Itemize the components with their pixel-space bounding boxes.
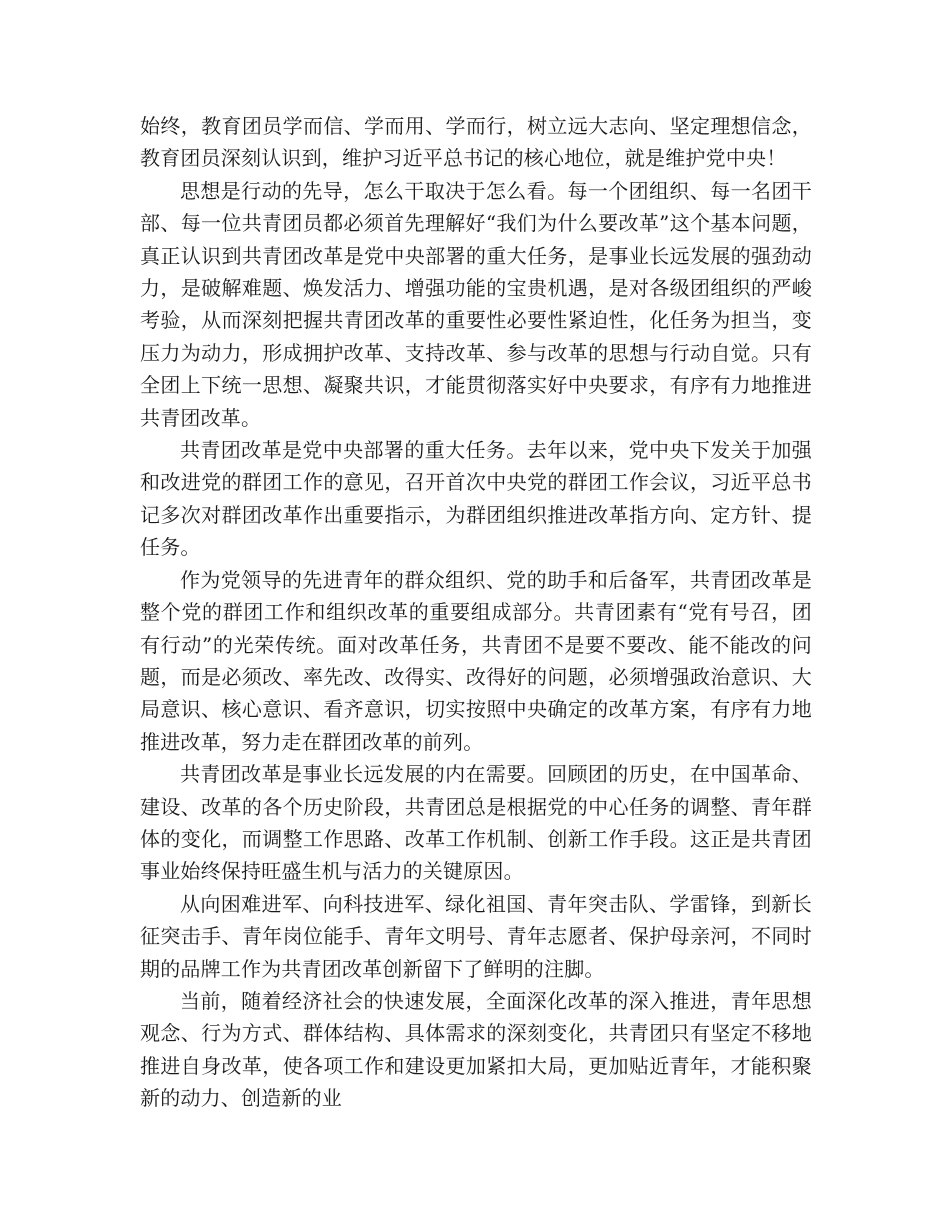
paragraph: 共青团改革是党中央部署的重大任务。去年以来，党中央下发关于加强和改进党的群团工作的意见，召开首次中央党的群团工作会议，习近平总书记多次对群团改革作出重要指示，为群团组织推进改革指方向、定方针、提任务。 [140,438,812,560]
paragraph: 从向困难进军、向科技进军、绿化祖国、青年突击队、学雷锋，到新长征突击手、青年岗位能手、青年文明号、青年志愿者、保护母亲河，不同时期的品牌工作为共青团改革创新留下了鲜明的注脚。 [140,891,812,981]
paragraph: 当前，随着经济社会的快速发展，全面深化改革的深入推进，青年思想观念、行为方式、群体结构、具体需求的深刻变化，共青团只有坚定不移地推进自身改革，使各项工作和建设更加紧扣大局，更加贴近青年，才能积聚新的动力、创造新的业 [140,988,812,1111]
paragraph-continuation: 始终，教育团员学而信、学而用、学而行，树立远大志向、坚定理想信念，教育团员深刻认识到，维护习近平总书记的核心地位，就是维护党中央！ [140,114,812,171]
paragraph: 作为党领导的先进青年的群众组织、党的助手和后备军，共青团改革是整个党的群团工作和组织改革的重要组成部分。共青团素有“党有号召，团有行动”的光荣传统。面对改革任务，共青团不是要不要改、能不能改的问题，而是必须改、率先改、改得实、改得好的问题，必须增强政治意识、大局意识、核心意识、看齐意识，切实按照中央确定的改革方案，有序有力地推进改革，努力走在群团改革的前列。 [140,567,812,754]
document-body [140,110,812,1115]
paragraph: 共青团改革是事业长远发展的内在需要。回顾团的历史，在中国革命、建设、改革的各个历史阶段，共青团总是根据党的中心任务的调整、青年群体的变化，而调整工作思路、改革工作机制、创新工作手段。这正是共青团事业始终保持旺盛生机与活力的关键原因。 [140,762,812,884]
paragraph: 思想是行动的先导，怎么干取决于怎么看。每一个团组织、每一名团干部、每一位共青团员都必须首先理解好“我们为什么要改革”这个基本问题，真正认识到共青团改革是党中央部署的重大任务，是事业长远发展的强劲动力，是破解难题、焕发活力、增强功能的宝贵机遇，是对各级团组织的严峻考验，从而深刻把握共青团改革的重要性必要性紧迫性，化任务为担当，变压力为动力，形成拥护改革、支持改革、参与改革的思想与行动自觉。只有全团上下统一思想、凝聚共识，才能贯彻落实好中央要求，有序有力地推进共青团改革。 [140,178,812,430]
